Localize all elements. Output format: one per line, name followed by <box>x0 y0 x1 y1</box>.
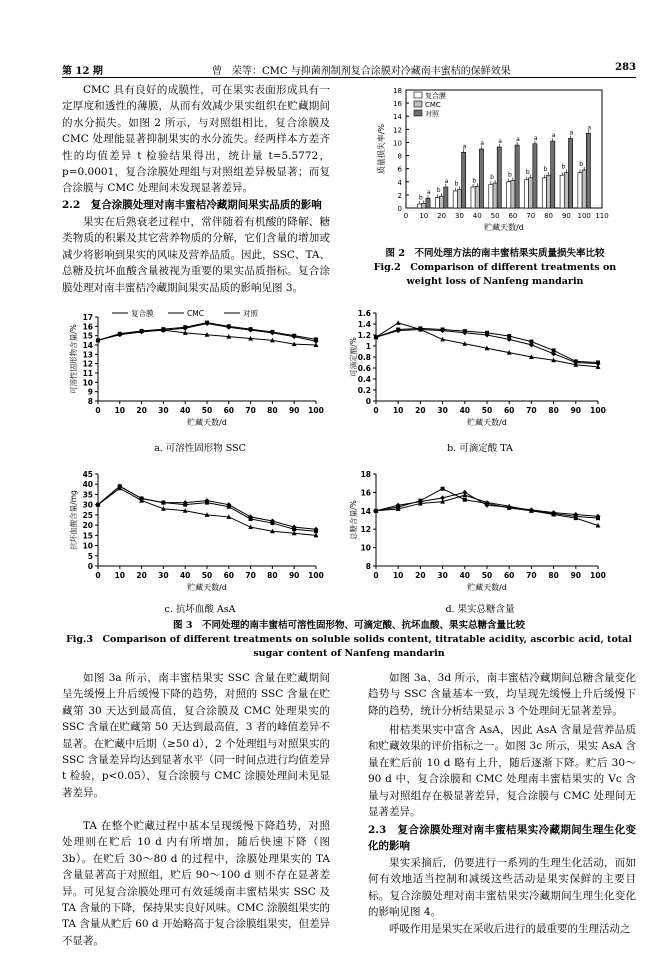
y-tick-label: 9 <box>87 387 93 397</box>
bar-label: a <box>516 136 520 144</box>
data-point <box>485 331 489 335</box>
x-tick-label: 80 <box>267 571 278 580</box>
paragraph-cmc: CMC 具有良好的成膜性，可在果实表面形成具有一定厚度和透性的薄膜，从而有效减少果实组织在贮藏期间的水分损失。如图 2 所示，与对照组相比，复合涂膜及 CMC 处理能显著抑制果实的水分流失。经两样本方差齐性的均值差异 t 检验结果得出，统计量 t=5.5772，p=0.0001，复合涂膜处理组与对照组差异极显著；而复合涂膜与 CMC 处理间未发现显著差异。 <box>62 84 330 195</box>
y-tick-label: 10 <box>82 378 93 388</box>
y-tick-label: 30 <box>82 500 93 510</box>
x-tick-label: 40 <box>459 406 471 415</box>
bar <box>529 178 533 208</box>
x-tick-label: 20 <box>136 571 147 580</box>
bar <box>493 183 497 208</box>
figure-3c-line-chart <box>66 464 336 604</box>
data-point <box>596 361 600 365</box>
bar <box>489 184 493 208</box>
x-tick-label: 90 <box>288 406 300 415</box>
data-point <box>507 334 511 338</box>
x-tick-label: 10 <box>419 212 429 220</box>
x-tick-label: 30 <box>158 571 169 580</box>
bar <box>426 198 430 208</box>
y-tick-label: 8 <box>365 562 371 571</box>
figure-3b-label: b. 可滴定酸 TA <box>447 443 513 454</box>
x-tick-label: 20 <box>437 212 447 220</box>
bar <box>524 180 528 208</box>
figure-3-caption-cn: 图 3 不同处理的南丰蜜桔可溶性固形物、可滴定酸、抗坏血酸、果实总糖含量比较 <box>173 620 525 631</box>
y-tick-label: 6 <box>397 165 402 174</box>
bar <box>475 186 479 208</box>
y-axis-label: 可溶性固形物含量/% <box>69 324 78 394</box>
figure-3c-label: c. 抗坏血酸 AsA <box>164 604 236 615</box>
bar <box>440 196 444 208</box>
y-tick-label: 14 <box>82 341 93 350</box>
figure-3a-line-chart <box>66 303 336 438</box>
y-tick-label: 16 <box>82 322 93 332</box>
figure-3d-line-chart <box>346 464 616 604</box>
x-tick-label: 80 <box>548 406 559 415</box>
y-tick-label: 18 <box>360 470 371 479</box>
paragraph-ssc: 如图 3a 所示，南丰蜜桔果实 SSC 含量在贮藏期间呈先缓慢上升后缓慢下降的趋势，对照的 SSC 含量在贮藏第 30 天达到最高值，复合涂膜及 CMC 处理果实的 SSC 含量在贮藏第 50 天达到最高值，3 者的峰值差异不显著。在贮藏中后期（≥50 d），2 个处理组与对照果实的 SSC 含量差异均达到显著水平（同一时间点进行均值差异 t 检验，p<0.05），复合涂膜与 CMC 涂膜处理间未见显著差异。 <box>62 672 330 799</box>
x-tick-label: 40 <box>179 571 191 580</box>
bar-label: a <box>426 189 431 197</box>
bar <box>471 187 475 208</box>
x-tick-label: 10 <box>392 571 404 580</box>
bar <box>542 178 546 208</box>
y-tick-label: 14 <box>393 113 402 122</box>
data-point <box>249 517 253 521</box>
page-header <box>62 60 636 78</box>
bar-label: b <box>543 166 548 174</box>
y-axis-label: 质量损失率/% <box>377 123 386 175</box>
legend-label: 复合膜 <box>425 92 446 100</box>
legend-swatch <box>414 92 422 98</box>
figure-2-bar-chart <box>372 84 622 244</box>
data-point <box>205 321 209 325</box>
section-2-3-body: 果实采摘后，仍要进行一系列的生理生化活动，而如何有效地适当控制和减缓这些活动是果实保鲜的主要目标。复合涂膜处理对南丰蜜桔果实冷藏期间生理生化变化的影响见图 4。 <box>368 857 636 919</box>
y-tick-label: 12 <box>360 525 371 535</box>
data-point <box>270 330 274 334</box>
x-axis-label: 贮藏天数/d <box>187 418 227 427</box>
x-tick-label: 50 <box>201 406 213 415</box>
x-tick-label: 0 <box>373 571 379 580</box>
data-point <box>396 320 401 325</box>
bar <box>511 180 515 208</box>
y-tick-label: 10 <box>393 139 402 148</box>
section-2-2-body: 果实在后熟衰老过程中，常伴随着有机酸的降解、糖类物质的积累及其它营养物质的分解，它们含量的增加或减少将影响到果实的风味及营养品质。因此，SSC、TA、总糖及抗坏血酸含量被视为重要的果实品质指标。复合涂膜处理对南丰蜜桔冷藏期间果实品质的影响见图 3。 <box>62 216 330 294</box>
y-axis-label: 可滴定酸/% <box>349 337 358 377</box>
x-tick-label: 50 <box>201 571 213 580</box>
figure-3-caption-en: Fig.3 Comparison of different treatments on soluble solids content, titratable acidity, ascorbic acid, total sugar content of Nanfeng mandarin <box>66 634 632 659</box>
x-tick-label: 0 <box>95 571 101 580</box>
x-tick-label: 30 <box>158 406 169 415</box>
bar <box>497 147 501 208</box>
x-tick-label: 80 <box>548 571 559 580</box>
y-tick-label: 5 <box>87 551 93 561</box>
bar <box>560 175 564 208</box>
running-title: 曾 荣等：CMC 与抑菌剂制剂复合涂膜对冷藏南丰蜜桔的保鲜效果 <box>212 66 511 77</box>
y-axis-label: 抗坏血酸含量/mg <box>69 490 78 550</box>
x-tick-label: 60 <box>503 406 515 415</box>
x-tick-label: 0 <box>403 212 409 220</box>
data-point <box>463 329 467 333</box>
bar <box>568 139 572 208</box>
data-point <box>183 325 187 329</box>
figure-2-caption <box>360 247 630 289</box>
x-tick-label: 50 <box>490 212 500 220</box>
legend-swatch <box>414 110 422 116</box>
x-tick-label: 90 <box>288 571 300 580</box>
legend-swatch <box>414 101 422 107</box>
data-point <box>596 516 600 520</box>
bar-label: a <box>480 140 485 147</box>
series-line <box>98 488 316 535</box>
series-line <box>376 495 598 525</box>
bar <box>546 175 550 208</box>
bar-label: b <box>579 160 584 168</box>
legend-label: 对照 <box>243 309 258 318</box>
x-tick-label: 40 <box>179 406 191 415</box>
bar <box>453 191 457 208</box>
y-tick-label: 15 <box>82 331 93 341</box>
x-axis-label: 贮藏天数/d <box>187 583 227 592</box>
issue-number: 第 12 期 <box>62 66 103 77</box>
x-tick-label: 70 <box>245 571 256 580</box>
x-tick-label: 0 <box>95 406 101 415</box>
y-tick-label: 8 <box>397 152 402 161</box>
y-tick-label: 1 <box>365 342 371 351</box>
paragraph-asa: 柑桔类果实中富含 AsA，因此 AsA 含量是营养品质和贮藏效果的评价指标之一。如图 3c 所示，果实 AsA 含量在贮后前 10 d 略有上升，随后逐渐下降。贮后 30～90 d 中，复合涂膜和 CMC 处理南丰蜜桔果实的 Vc 含量与对照组存在极显著差异，复合涂膜与 CMC 处理间无显著差异。 <box>368 724 636 819</box>
x-tick-label: 0 <box>373 406 379 415</box>
y-tick-label: 0.4 <box>357 375 371 384</box>
figure-3b-line-chart <box>346 303 616 438</box>
data-point <box>314 529 318 533</box>
y-tick-label: 17 <box>82 313 93 322</box>
bar <box>444 187 448 208</box>
y-tick-label: 13 <box>82 350 93 360</box>
y-tick-label: 12 <box>393 126 402 135</box>
bar <box>578 173 582 208</box>
bar-label: a <box>444 178 449 186</box>
data-point <box>292 527 296 531</box>
legend-label: 复合膜 <box>131 309 154 318</box>
y-tick-label: 25 <box>82 510 93 520</box>
x-tick-label: 60 <box>503 571 515 580</box>
data-point <box>161 501 165 505</box>
y-tick-label: 10 <box>82 541 93 551</box>
x-tick-label: 10 <box>114 571 126 580</box>
bar <box>586 133 590 208</box>
bar-label: a <box>498 138 502 146</box>
y-tick-label: 4 <box>397 178 402 187</box>
data-point <box>314 337 318 341</box>
x-axis-label: 贮藏天数/d <box>484 223 524 232</box>
y-tick-label: 0.6 <box>357 364 371 373</box>
x-tick-label: 70 <box>526 212 536 220</box>
bar-label: a <box>569 129 574 137</box>
data-point <box>227 505 231 509</box>
figure-2-caption-en: Fig.2 Comparison of different treatments on weight loss of Nanfeng mandarin <box>373 262 617 287</box>
bar <box>515 145 519 208</box>
figure-3a-label: a. 可溶性固形物 SSC <box>154 443 246 454</box>
data-point <box>227 324 231 328</box>
bar-label: b <box>418 194 423 202</box>
x-tick-label: 40 <box>459 571 471 580</box>
x-tick-label: 50 <box>481 571 493 580</box>
y-tick-label: 40 <box>82 480 93 490</box>
data-point <box>270 521 274 525</box>
x-tick-label: 70 <box>245 406 256 415</box>
x-tick-label: 90 <box>570 406 582 415</box>
x-axis-label: 贮藏天数/d <box>467 418 507 427</box>
x-tick-label: 60 <box>508 212 518 220</box>
x-tick-label: 70 <box>526 571 537 580</box>
x-tick-label: 110 <box>595 212 609 220</box>
y-tick-label: 2 <box>397 191 402 200</box>
x-tick-label: 80 <box>267 406 278 415</box>
x-tick-label: 70 <box>526 406 537 415</box>
bar-label: b <box>472 177 477 185</box>
bar <box>551 141 555 208</box>
bar-label: b <box>454 180 459 188</box>
x-tick-label: 30 <box>437 406 448 415</box>
x-axis-label: 贮藏天数/d <box>467 583 507 592</box>
bar-label: a <box>533 134 538 142</box>
x-tick-label: 90 <box>570 571 582 580</box>
bar-label: b <box>490 174 494 182</box>
legend-label: CMC <box>425 101 441 109</box>
data-point <box>292 334 296 338</box>
section-2-3-body-cont: 呼吸作用是果实在采收后进行的最重要的生理活动之 <box>389 923 631 935</box>
y-tick-label: 20 <box>82 521 93 531</box>
bar <box>479 149 483 208</box>
y-tick-label: 8 <box>87 397 93 406</box>
section-2-2-title: 2.2 复合涂膜处理对南丰蜜桔冷藏期间果实品质的影响 <box>62 199 322 211</box>
data-point <box>249 327 253 331</box>
series-line <box>376 323 598 367</box>
x-tick-label: 20 <box>415 571 426 580</box>
y-tick-label: 14 <box>360 506 371 516</box>
bar <box>533 144 537 208</box>
y-tick-label: 10 <box>360 543 371 553</box>
bar <box>422 203 426 208</box>
x-tick-label: 100 <box>590 571 606 580</box>
x-tick-label: 100 <box>308 406 324 415</box>
paragraph-ta: TA 在整个贮藏过程中基本呈现缓慢下降趋势，对照处理则在贮后 10 d 内有所增加，随后快速下降（图 3b）。在贮后 30～80 d 的过程中，涂膜处理果实的 TA 含量显著高于对照组，贮后 90～100 d 则不存在显著差异。可见复合涂膜处理可有效延缓南丰蜜桔果实 SSC 及 TA 含量的下降，保持果实良好风味。CMC 涂膜组果实的 TA 含量从贮后 60 d 开始略高于复合涂膜组果实，但差异不显著。 <box>62 820 331 947</box>
x-tick-label: 30 <box>437 571 448 580</box>
figure-3d-label: d. 果实总糖含量 <box>445 604 515 615</box>
data-point <box>441 328 445 332</box>
bar-label: a <box>551 132 556 140</box>
x-tick-label: 30 <box>454 212 464 220</box>
y-tick-label: 0 <box>365 397 371 406</box>
bar-label: b <box>508 171 512 179</box>
bar <box>462 152 466 208</box>
bar <box>418 204 422 208</box>
y-axis-label: 总糖含量/% <box>349 500 358 540</box>
x-tick-label: 50 <box>481 406 493 415</box>
x-tick-label: 20 <box>415 406 426 415</box>
bar <box>582 170 586 208</box>
y-tick-label: 16 <box>393 100 402 109</box>
section-2-3-title: 2.3 复合涂膜处理对南丰蜜桔果实冷藏期间生理生化变化的影响 <box>368 824 636 853</box>
x-tick-label: 10 <box>392 406 404 415</box>
bar <box>507 182 511 208</box>
bar <box>564 173 568 208</box>
bar-label: a <box>462 143 467 151</box>
x-tick-label: 90 <box>561 212 571 220</box>
y-tick-label: 1.6 <box>357 309 371 318</box>
y-tick-label: 18 <box>393 87 402 95</box>
data-point <box>396 328 400 332</box>
bar-label: b <box>436 187 441 195</box>
y-tick-label: 0 <box>397 205 402 213</box>
y-tick-label: 12 <box>82 359 93 369</box>
legend-label: 对照 <box>425 110 439 118</box>
y-tick-label: 0 <box>87 562 93 571</box>
bar <box>435 198 439 208</box>
y-tick-label: 1.4 <box>357 320 371 329</box>
bar <box>457 190 461 208</box>
bar-label: b <box>561 163 566 171</box>
x-tick-label: 60 <box>223 406 235 415</box>
data-point <box>205 501 209 505</box>
figure-3-caption <box>62 619 636 661</box>
page-number: 283 <box>615 62 636 73</box>
x-tick-label: 80 <box>544 212 554 220</box>
paragraph-total-sugar: 如图 3a、3d 所示，南丰蜜桔冷藏期间总糖含量变化趋势与 SSC 含量基本一致，均呈现先缓慢上升后缓慢下降的趋势，统计分析结果显示 3 个处理间无显著差异。 <box>368 672 636 717</box>
x-tick-label: 40 <box>472 212 482 220</box>
x-tick-label: 60 <box>223 571 235 580</box>
x-tick-label: 100 <box>308 571 324 580</box>
x-tick-label: 10 <box>114 406 126 415</box>
y-tick-label: 0.8 <box>357 353 371 362</box>
data-point <box>552 348 556 352</box>
data-point <box>529 340 533 344</box>
y-tick-label: 1.2 <box>357 331 371 340</box>
y-tick-label: 0.2 <box>357 386 371 395</box>
legend-label: CMC <box>187 309 204 318</box>
data-point <box>463 498 467 502</box>
data-point <box>183 503 187 507</box>
x-tick-label: 20 <box>136 406 147 415</box>
y-tick-label: 15 <box>82 531 93 541</box>
x-tick-label: 100 <box>577 212 591 220</box>
x-tick-label: 100 <box>590 406 606 415</box>
data-point <box>441 487 445 491</box>
y-tick-label: 45 <box>82 470 93 479</box>
bar-label: a <box>587 124 592 132</box>
y-tick-label: 11 <box>82 369 93 378</box>
figure-2-caption-cn: 图 2 不同处理方法的南丰蜜桔果实质量损失率比较 <box>385 248 605 259</box>
y-tick-label: 16 <box>360 488 371 498</box>
bar-label: b <box>525 168 530 176</box>
y-tick-label: 35 <box>82 490 93 500</box>
